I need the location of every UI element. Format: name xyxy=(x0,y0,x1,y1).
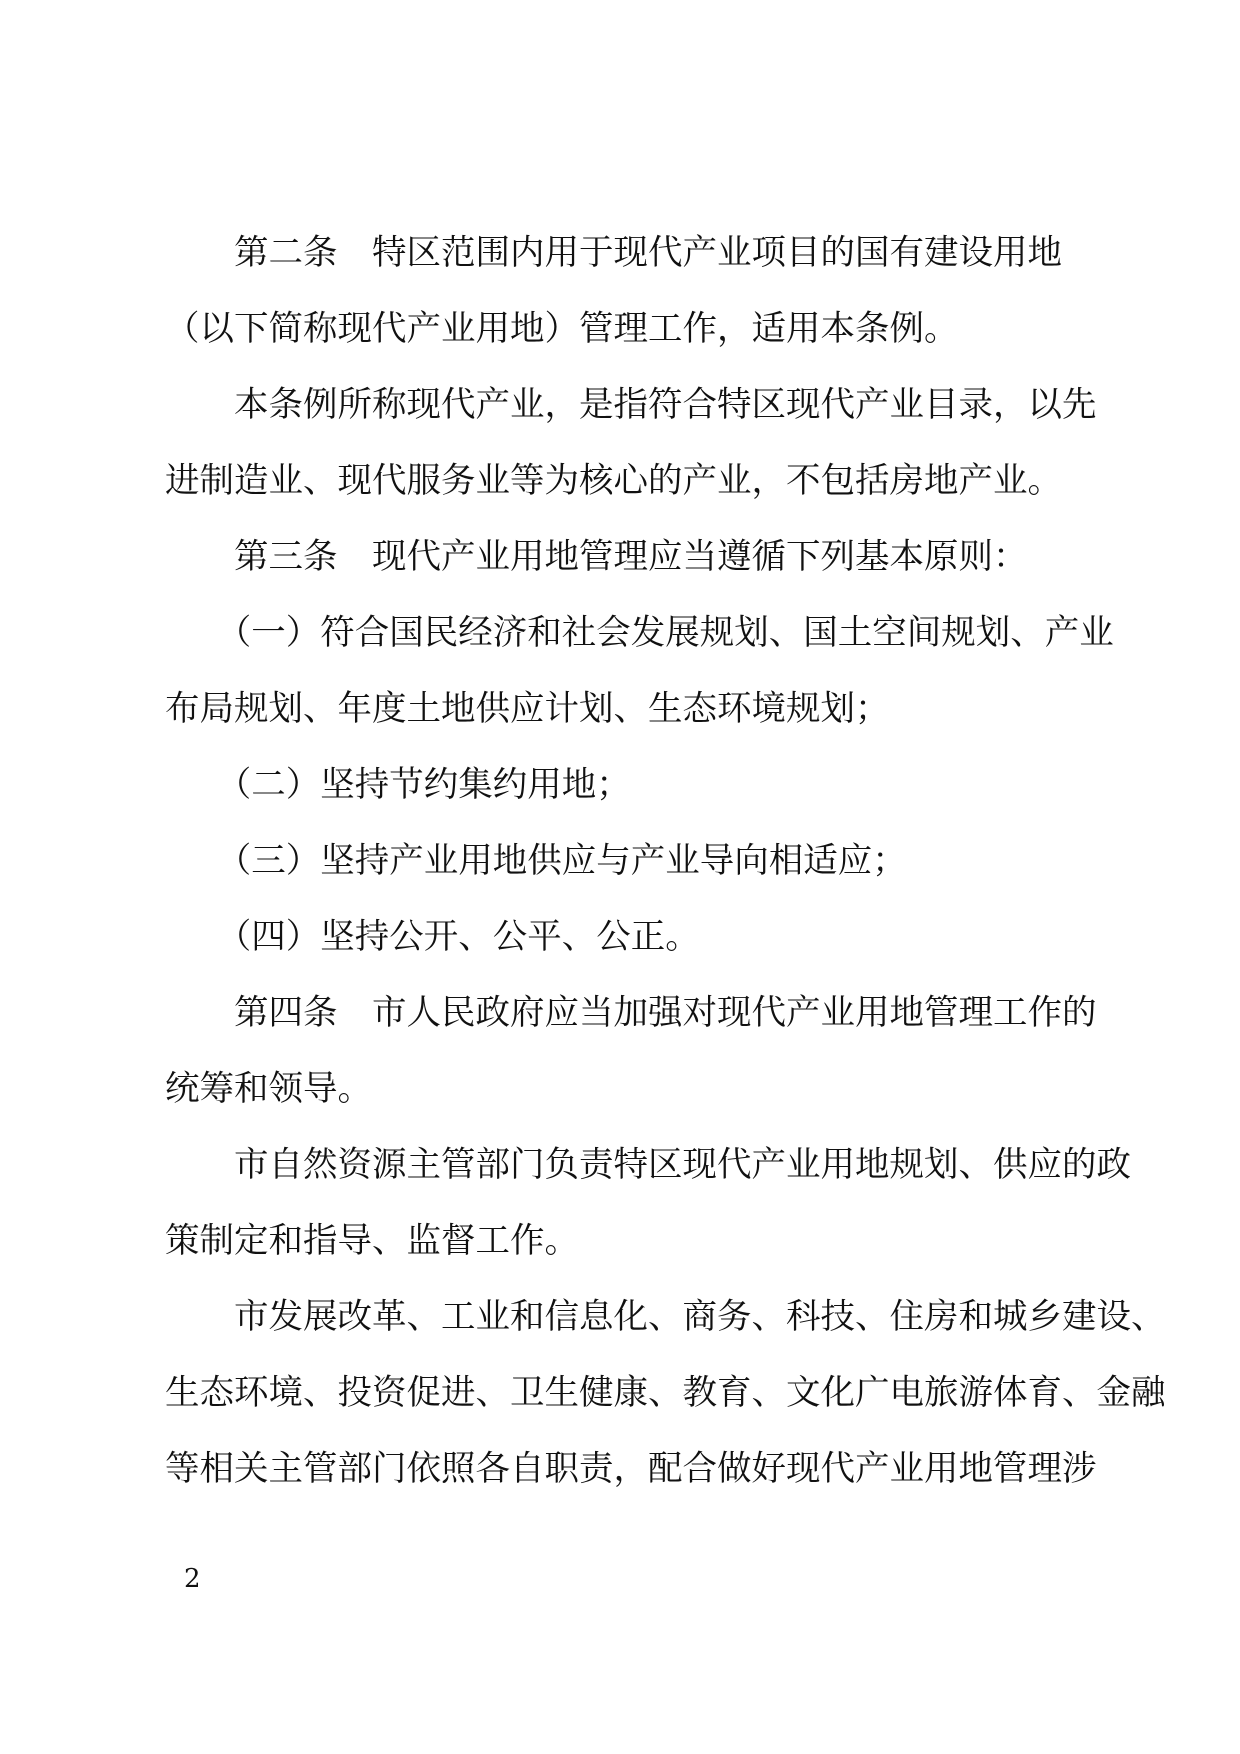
text-line-7: 布局规划、年度土地供应计划、生态环境规划； xyxy=(165,689,890,729)
page-number: 2 xyxy=(184,1564,201,1594)
text-line-2: （以下简称现代产业用地）管理工作，适用本条例。 xyxy=(165,309,959,349)
text-line-12: 统筹和领导。 xyxy=(165,1069,372,1109)
text-line-11: 第四条 市人民政府应当加强对现代产业用地管理工作的 xyxy=(165,993,1097,1033)
text-line-15: 市发展改革、工业和信息化、商务、科技、住房和城乡建设、 xyxy=(165,1297,1166,1337)
text-line-14: 策制定和指导、监督工作。 xyxy=(165,1221,579,1261)
text-line-16: 生态环境、投资促进、卫生健康、教育、文化广电旅游体育、金融 xyxy=(165,1373,1166,1413)
text-line-6: （一）符合国民经济和社会发展规划、国土空间规划、产业 xyxy=(165,613,1114,653)
text-line-4: 进制造业、现代服务业等为核心的产业，不包括房地产业。 xyxy=(165,461,1062,501)
text-line-8: （二）坚持节约集约用地； xyxy=(165,765,631,805)
text-line-10: （四）坚持公开、公平、公正。 xyxy=(165,917,700,957)
text-line-9: （三）坚持产业用地供应与产业导向相适应； xyxy=(165,841,907,881)
text-line-1: 第二条 特区范围内用于现代产业项目的国有建设用地 xyxy=(165,233,1062,273)
text-line-3: 本条例所称现代产业，是指符合特区现代产业目录，以先 xyxy=(165,385,1097,425)
text-line-13: 市自然资源主管部门负责特区现代产业用地规划、供应的政 xyxy=(165,1145,1131,1185)
text-line-5: 第三条 现代产业用地管理应当遵循下列基本原则： xyxy=(165,537,1028,577)
text-line-17: 等相关主管部门依照各自职责，配合做好现代产业用地管理涉 xyxy=(165,1449,1097,1489)
